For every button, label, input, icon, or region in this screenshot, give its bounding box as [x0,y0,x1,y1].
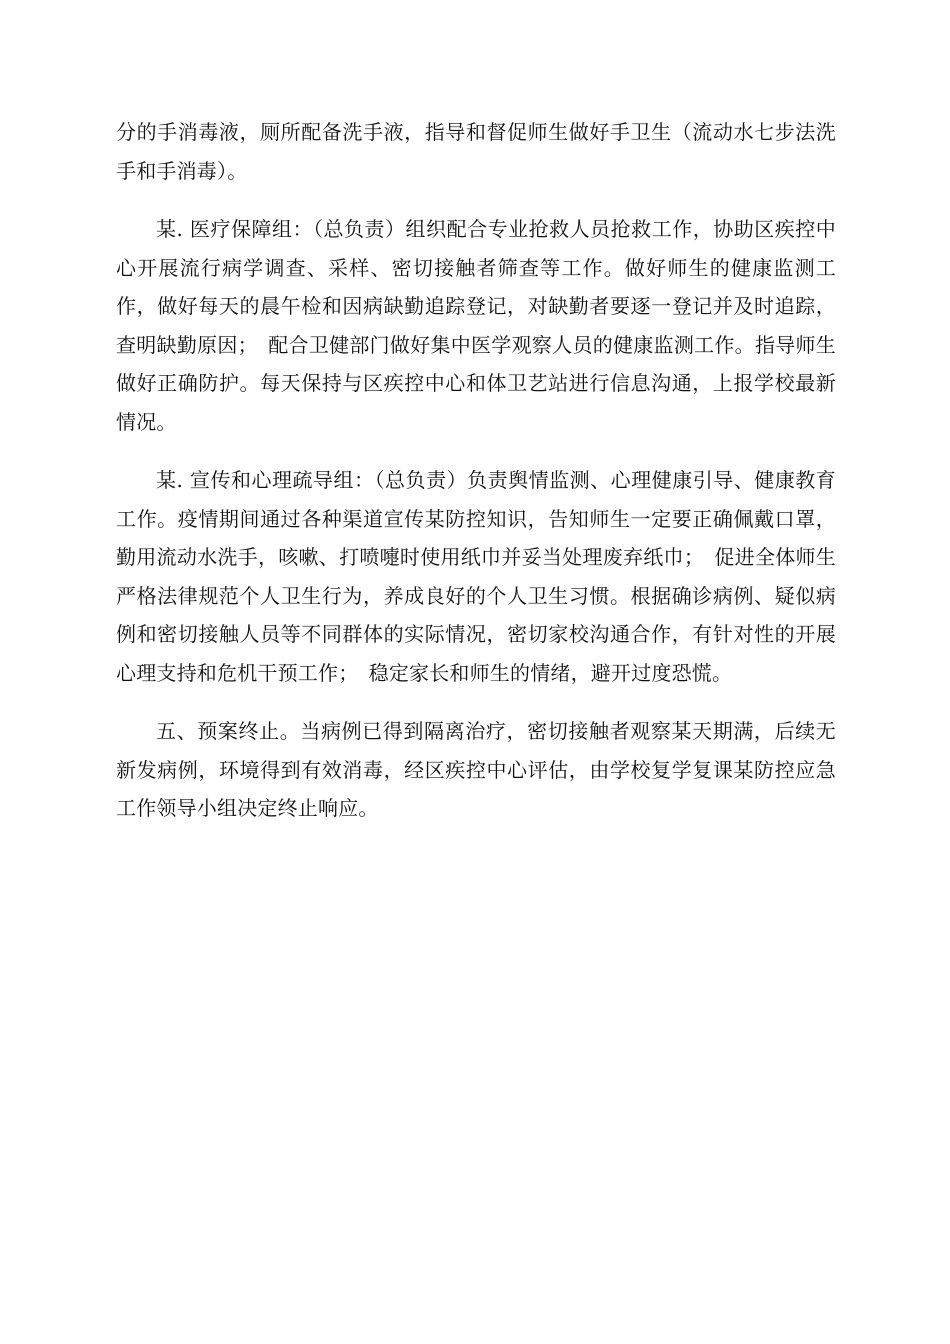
text-line: 弃纸巾； 促进全体师生严格法律规范个人卫生行为，养成良好的个人卫 [116,545,836,608]
text-line: 的健康监测工作，做好每天的晨午检和因病缺勤追踪登记，对缺勤者要逐 [116,255,836,318]
text-line: 生习惯。根据确诊病例、疑似病例和密切接触人员等不同群体的实际情 [116,583,836,646]
text-line: 正确佩戴口罩，勤用流动水洗手，咳嗽、打喷嚏时使用纸巾并妥当处理废 [116,506,836,569]
paragraph-hand-hygiene [116,113,836,190]
text-line: 一登记并及时追踪，查明缺勤原因； 配合卫健部门做好集中医学观察人 [116,294,836,357]
text-line: 某. 医疗保障组：（总负责）组织配合专业抢救人员抢救工作，协助 [156,217,755,241]
paragraph-medical-support-group [116,210,836,441]
text-line: 课某防控应急工作领导小组决定终止响应。 [116,757,836,820]
text-line: 五、预案终止。当病例已得到隔离治疗，密切接触者观察某天期满， [156,719,775,743]
document-body [116,113,836,828]
text-line: 健康教育工作。疫情期间通过各种渠道宣传某防控知识，告知师生一定要 [116,468,836,531]
paragraph-publicity-counseling-group [116,461,836,692]
text-line: 步法洗手和手消毒）。 [116,120,836,183]
text-line: 定家长和师生的情绪，避开过度恐慌。 [388,660,733,685]
text-line: 区疾控中心开展流行病学调查、采样、密切接触者筛查等工作。做好师生 [116,217,836,280]
text-line: 分的手消毒液，厕所配备洗手液，指导和督促师生做好手卫生（流动水七 [116,120,775,144]
paragraph-plan-termination [116,712,836,828]
text-line: 卫艺站进行信息沟通，上报学校最新情况。 [116,371,836,434]
text-line: 后续无新发病例，环境得到有效消毒，经区疾控中心评估，由学校复学复 [116,719,836,782]
text-line: 况，密切家校沟通合作，有针对性的开展心理支持和危机干预工作； 稳 [116,622,836,685]
text-line: 某. 宣传和心理疏导组：（总负责）负责舆情监测、心理健康引导、 [156,468,755,492]
text-line: 员的健康监测工作。指导师生做好正确防护。每天保持与区疾控中心和体 [116,332,836,395]
